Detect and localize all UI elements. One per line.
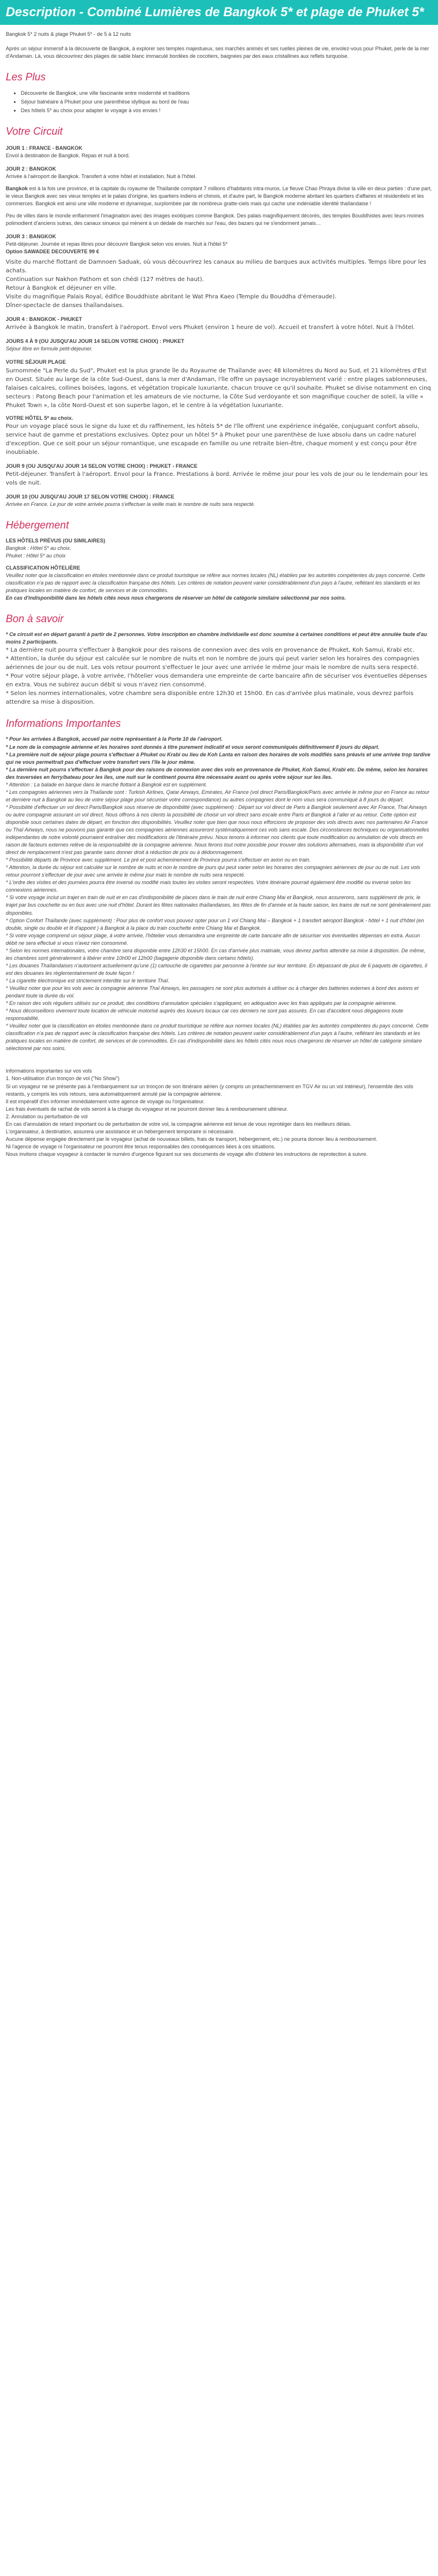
flight-info-line: Aucune dépense engagée directement par le voyageur (achat de nouveaux billets, frais de transport, hébergement, etc.) ne pourra donner lieu à remboursement.	[6, 1136, 377, 1142]
list-item: • Séjour balnéaire à Phuket pour une parenthèse idyllique au bord de l'eau	[21, 98, 432, 106]
flights-info-list	[6, 1075, 432, 1158]
lodging-heading: Hébergement	[6, 519, 69, 531]
day-text	[6, 185, 432, 208]
important-line: * Si votre voyage inclut un trajet en train de nuit et en cas d'indisponibilité de places dans le train de nuit entre Chiang Mai et Bangkok, nous assurerons, sans supplément de prix, le trajet par bus couchette ou en bus avec une nuit d'hôtel. Durant les fêtes nationales thaïlandaises, les fêtes de fin d'année et la haute saison, les trains de nuit ne sont généralement pas disponibles.	[6, 895, 431, 916]
classification-text: Veuillez noter que la classification en étoiles mentionnée dans ce produit touristique se réfère aux normes locales (NL) établies par les autorités compétentes du pays concerné. Cette classification n'a pas de rapport avec la classification française des hôtels. Les critères de notation peuvent varier considérablement d'un pays à l'autre, reflétant les standards et les pratiques locales en matière de confort, de services et de commodités.	[6, 572, 425, 594]
know-bold: * Ce circuit est en départ garanti à partir de 2 personnes. Votre inscription en chambre individuelle est donc soumise à certaines conditions et peut être annulée faute d'au moins 2 participants.	[6, 631, 427, 645]
important-line: * Les compagnies aériennes vers la Thaïlande sont : Turkish Airlines, Qatar Airways, Emirates, Air France (vol direct Paris/Bangkok/Paris avec arrivée le même jour en France au retour et dernière nuit à Bangkok au lieu de votre séjour plage pour sécuriser votre correspondance) ou autres compagnies dont le nom vous sera communiqué à 8 jours du départ.	[6, 789, 430, 803]
plus-heading: Les Plus	[6, 71, 46, 83]
day-title: JOUR 4 : BANGKOK - PHUKET	[6, 316, 83, 323]
comic-text: Pour un voyage placé sous le signe du luxe et du raffinement, les hôtels 5* de l'île offrent une expérience inégalée, conjuguant confort absolu, service haut de gamme et prestations exclusives. Optez pour un hôtel 5* à Phuket pour une parenthèse de luxe absolu dans un cadre naturel d'exception. Que ce soit pour un séjour romantique, une escapade en famille ou une retraite bien-être, chaque moment y est conçu pour être inoubliable.	[6, 423, 420, 456]
day-text: Arrivée à l'aéroport de Bangkok. Transfert à votre hôtel et installation. Nuit à l'hôtel.	[6, 173, 197, 179]
comic-text: Dîner-spectacle de danses thaïlandaises.	[6, 302, 124, 309]
important-line: * La cigarette électronique est strictement interdite sur le territoire Thaï.	[6, 977, 170, 984]
classification-note: En cas d'indisponibilité dans les hôtels cités nous nous chargerons de réserver un hôtel de catégorie similaire sélectionné par nos soins.	[6, 595, 346, 601]
comic-text: * La dernière nuit pourra s'effectuer à Bangkok pour des raisons de connexion avec des vols en provenance de Phuket, Koh Samui, Krabi etc.	[6, 647, 415, 654]
comic-text: Arrivée à Bangkok le matin, transfert à l'aéroport. Envol vers Phuket (environ 1 heure de vol). Accueil et transfert à votre hôtel. Nuit à l'hôtel.	[6, 324, 415, 331]
flight-info-line: Nous invitons chaque voyageur à contacter le numéro d'urgence figurant sur ses documents de voyage afin d'obtenir les instructions de reprotection à suivre.	[6, 1151, 368, 1157]
hotel-phuket: Phuket : Hôtel 5* au choix	[6, 552, 66, 559]
important-line: * Si votre voyage comprend un séjour plage, à votre arrivée, l'hôtelier vous demandera une empreinte de carte bancaire afin de sécuriser vos éventuelles dépenses en extra. Aucun débit ne sera effectué si vous n'avez rien consommé.	[6, 932, 420, 946]
content	[0, 31, 438, 1158]
comic-text: Retour à Bangkok et déjeuner en ville.	[6, 285, 117, 292]
important-line: * Le nom de la compagnie aérienne et les horaires sont donnés à titre purement indicatif et vous seront communiqués définitivement 8 jours du départ.	[6, 744, 380, 750]
important-line: * La première nuit de séjour plage pourra s'effectuer à Phuket ou Krabi ou lieu de Koh Lanta en raison des horaires de vols modifiés sans préavis et une arrivée trop tardive qui ne vous permettrait pas d'effectuer votre transfert vers l'île le jour même.	[6, 751, 430, 765]
hotels-title: LES HÔTELS PRÉVUS (OU SIMILAIRES)	[6, 537, 106, 544]
page-title: Description - Combiné Lumières de Bangkok 5* et plage de Phuket 5*	[0, 0, 438, 25]
day-text: Séjour libre en formule petit-déjeuner.	[6, 346, 93, 352]
flight-info-line: En cas d'annulation de retard important ou de perturbation de votre vol, la compagnie aérienne est tenue de vous reprotéger dans les meilleurs délais.	[6, 1121, 352, 1127]
comic-text: Surnommée "La Perle du Sud", Phuket est la plus grande île du Royaume de Thaïlande avec 48 kilomètres du Nord au Sud, et 21 kilomètres d'Est en Ouest. Située au large de la côte Sud-Ouest, dans la mer d'Andaman, l'île offre un paysage incroyablement varié : entre plages sablonneuses, falaises calcaires, collines boisées, lagons, et végétation tropicale luxuriante, chacun trouve ce qu'il souhaite. Phuket se divise notamment en cinq secteurs : Patong Beach pour l'animation et les amateurs de vie nocturne, la Côte Sud verdoyante et son magnifique coucher de soleil, la ville « Phuket Town », la côte Nord-Ouest et son superbe lagon, et le centre à la végétation luxuriante.	[6, 367, 431, 409]
day-title: JOUR 2 : BANGKOK	[6, 165, 57, 172]
flights-title: Informations importantes sur vos vols	[6, 1068, 92, 1074]
important-line: * En raison des vols réguliers utilisés sur ce produit, des conditions d'annulation spéciales s'appliquent, en adéquation avec les frais appliqués par la compagnie aérienne.	[6, 1000, 397, 1007]
day-title: VOTRE SÉJOUR PLAGE	[6, 359, 66, 365]
flight-info-line: 2. Annulation ou perturbation de vol	[6, 1113, 88, 1119]
list-item: • Des hôtels 5* au choix pour adapter le voyage à vos envies !	[21, 107, 432, 114]
day-title: JOURS 4 À 9 (OU JUSQU'AU JOUR 14 SELON VOTRE CHOIX) : PHUKET	[6, 338, 184, 345]
important-line: * Possibilité départs de Province avec supplément. Le pré et post acheminement de Province pourra s'effectuer en avion ou en train.	[6, 857, 311, 863]
important-line: * Pour les arrivées à Bangkok, accueil par notre représentant à la Porte 10 de l'aéroport.	[6, 736, 223, 742]
important-line: * Selon les normes internationales, votre chambre sera disponible entre 12h30 et 15h00. En cas d'arrivée plus matinale, vous devrez parfois attendre sa mise à disposition. De même, les chambres sont généralement à libérer entre 10h00 et 12h00 (bagagerie disponible dans certains hôtels).	[6, 947, 426, 961]
bold-term: Bangkok	[6, 185, 28, 191]
day-title: JOUR 3 : BANGKOK	[6, 234, 57, 240]
important-line: * Possibilité d'effectuer un vol direct Paris/Bangkok sous réserve de disponibilité (avec supplément) : Départ sur vol direct de Paris à Bangkok seulement avec Air France, Thai Airways ou autre compagnie assurant un vol direct. Nous offrons à nos clients la possibilité de choisir un vol direct sans escale entre Paris et Bangkok à l'aller et au retour. Cette option est disponible sous certaines dates de départ, en fonction des disponibilités. Veuillez noter que bien que nous nous efforcions de proposer des vols directs avec nos partenaires Air France ou Thaï Airways, nous ne pouvons pas garantir que ces compagnies aériennes assureront systématiquement ces vols sans escale. Des circonstances techniques ou organisationnelles indépendantes de notre volonté pourraient entraîner des modifications de l'itinéraire prévu. Nous tenons à informer nos clients que toute modification ou annulation de vols directs en raison de facteurs externes relève de la responsabilité de la compagnie aérienne. Nous ferons tout notre possible pour trouver des solutions alternatives, mais la disponibilité d'un vol direct de remplacement n'est pas garantie sans donner droit à réduction de prix ou à dédommagement.	[6, 804, 429, 856]
comic-text: Continuation sur Nakhon Pathom et son chédi (127 mètres de haut).	[6, 276, 204, 283]
day-title: JOUR 1 : FRANCE - BANGKOK	[6, 145, 83, 151]
classification-title: CLASSIFICATION HÔTELIÈRE	[6, 564, 80, 571]
day-text: Petit-déjeuner. Journée et repas libres pour découvrir Bangkok selon vos envies. Nuit à l'hôtel 5*	[6, 241, 228, 247]
comic-text: * Selon les normes internationales, votre chambre sera disponible entre 12h30 et 15h00. En cas d'arrivée plus matinale, vous devrez parfois attendre sa mise à disposition.	[6, 690, 414, 706]
important-line: * Les douanes Thaïlandaises n'autorisent actuellement qu'une (1) cartouche de cigarettes par personne à l'entrée sur leur territoire. En dépassant de plus de 6 paquets de cigarettes, il est des douanes les règlementairement de toute façon !	[6, 962, 428, 976]
important-line: * Attention, la durée du séjour est calculée sur le nombre de nuits et non le nombre de jours qui peut varier selon les horaires des compagnies aériennes de jour ou de nuit. Les vols retour pourront s'effectuer de jour avec une arrivée le même jour mais le nombre de nuits sera respecté.	[6, 864, 421, 878]
important-heading: Informations Importantes	[6, 718, 121, 730]
intro-text: Après un séjour immersif à la découverte de Bangkok, à explorer ses temples majestueux, ses marchés animés et ses ruelles pleines de vie, envolez-vous pour Phuket, perle de la mer d'Andaman. Là, vous découvrirez des plages de sable blanc immaculé bordées de cocotiers, baignées par des eaux cristallines aux reflets turquoise.	[6, 46, 429, 60]
plus-list	[6, 90, 432, 114]
important-line: * L'ordre des visites et des journées pourra être inversé ou modifié mais toutes les visites seront respectées. Votre itinéraire pourrait également être modifié ou inversé selon les connexions aériennes.	[6, 879, 411, 893]
flight-info-line: Si un voyageur ne se présente pas à l'embarquement sur un tronçon de son itinéraire aérien (y compris un préacheminement en TGV Air ou un vol intérieur), l'ensemble des vols restants, y compris les vols retours, sera automatiquement annulé par la compagnie aérienne.	[6, 1083, 414, 1097]
circuit-heading: Votre Circuit	[6, 125, 63, 137]
list-item: • Découverte de Bangkok, une ville fascinante entre modernité et traditions	[21, 90, 432, 97]
subtitle: Bangkok 5* 2 nuits & plage Phuket 5* - de 5 à 12 nuits	[6, 31, 131, 38]
flight-info-line: Ni l'agence de voyage ni l'organisateur ne pourront être tenus responsables des conséquences liées à ces situations.	[6, 1143, 276, 1150]
page	[0, 0, 438, 1170]
day-title: JOUR 9 (OU JUSQU'AU JOUR 14 SELON VOTRE CHOIX) : PHUKET - FRANCE	[6, 463, 198, 469]
important-line: * Option Confort Thaïlande (avec supplément) : Pour plus de confort vous pouvez opter pour un 1 vol Chiang Mai – Bangkok + 1 transfert aéroport Bangkok - hôtel + 1 nuit d'hôtel (en double, single ou double et lit d'appoint ) à Bangkok à la place du train couchette entre Chiang Mai et Bangkok.	[6, 917, 424, 931]
flight-info-line: Les frais éventuels de rachat de vols seront à la charge du voyageur et ne pourront donner lieu à remboursement ultérieur.	[6, 1106, 288, 1112]
comic-text: * Pour votre séjour plage, à votre arrivée, l'hôtelier vous demandera une empreinte de carte bancaire afin de sécuriser vos éventuelles dépenses en extra. Vous ne subirez aucun débit si vous n'avez rien consommé.	[6, 673, 427, 689]
day-text: Arrivée en France. Le jour de votre arrivée pourra s'effectuer la veille mais le nombre de nuits sera respecté.	[6, 501, 255, 507]
important-line: * La dernière nuit pourra s'effectuer à Bangkok pour des raisons de connexion avec des vols en provenance de Phuket, Koh Samui, Krabi etc. De même, selon les horaires des traversées en ferry/bateau pour les îles, une nuit sur le continent pourra être nécessaire avant ou après votre séjour sur les îles.	[6, 766, 428, 780]
comic-text: Visite du magnifique Palais Royal, édifice Bouddhiste abritant le Wat Phra Kaeo (Temple du Bouddha d'émeraude).	[6, 294, 337, 301]
hotel-title: VOTRE HÔTEL 5* au choix.	[6, 415, 73, 421]
flight-info-line: L'organisateur, à destination, assurera une assistance et un hébergement temporaire si nécessaire.	[6, 1128, 235, 1134]
day-text-cont: est à la fois une province, et la capitale du royaume de Thaïlande comptant 7 millions d'habitants intra-muros. Le fleuve Chao Phraya divise la ville en deux parties : d'une part, le vieux Bangkok avec ses vieux temples et le palais d'origine, les quartiers indiens et chinois, et d'autre part, le Bangkok moderne abritant les quartiers d'affaires et résidentiels et les commerces. Bangkok est ainsi une ville moderne et dynamique, surplombée par de nombreux gratte-ciels mais qui cache une indéniable identité thaïlandaise !	[6, 185, 432, 207]
day-text: Envol à destination de Bangkok. Repas et nuit à bord.	[6, 152, 130, 158]
comic-text: Visite du marché flottant de Damnoen Saduak, où vous découvrirez les canaux au milieu de barques aux activités multiples. Temps libre pour les achats.	[6, 259, 426, 275]
flight-info-line: Il est impératif d'en informer immédiatement votre agence de voyage ou l'organisateur.	[6, 1098, 205, 1104]
flight-info-line: 1. Non-utilisation d'un tronçon de vol ("No Show")	[6, 1076, 120, 1082]
know-heading: Bon à savoir	[6, 613, 64, 625]
important-line: * Nous déconseillons vivement toute location de véhicule motorisé auprès des loueurs locaux car ces derniers ne sont pas assurés. En cas d'accident nous dégageons toute responsabilité.	[6, 1008, 403, 1022]
spacer	[6, 1052, 432, 1067]
comic-text: * Attention, la durée du séjour est calculée sur le nombre de nuits et non le nombre de jours qui peut varier selon les horaires des compagnies aériennes de jour ou de nuit. Les vols retour pourront s'effectuer le jour avec une arrivée le même jour mais le nombre de nuits sera respecté.	[6, 656, 420, 671]
important-line: * Veuillez noter que la classification en étoiles mentionnée dans ce produit touristique se réfère aux normes locales (NL) établies par les autorités compétentes du pays concerné. Cette classification n'a pas de rapport avec la classification française des hôtels. Les critères de notation peuvent varier considérablement d'un pays à l'autre, reflétant les standards et les pratiques locales en matière de confort, de services et de commodités. En cas d'indisponibilité dans les hôtels cités nous nous chargerons de réserver un hôtel de catégorie similaire sélectionné par nos soins.	[6, 1023, 429, 1052]
important-list	[6, 736, 432, 1052]
option-title: Option SAWADEE DECOUVERTE 99 €	[6, 249, 99, 255]
hotel-bangkok: Bangkok : Hôtel 5* au choix.	[6, 545, 72, 551]
important-line: * Veuillez noter que pour les vols avec la compagnie aérienne Thaï Airways, les passagers ne sont plus autorisés à utiliser ou à charger des batteries externes à bord des avions et pendant toute la durée du vol.	[6, 985, 419, 999]
comic-text: Petit-déjeuner. Transfert à l'aéroport. Envol pour la France. Prestations à bord. Arrivée le même jour pour les vols de jour ou le lendemain pour les vols de nuit.	[6, 471, 428, 486]
day-title: JOUR 10 (OU JUSQU'AU JOUR 17 SELON VOTRE CHOIX) : FRANCE	[6, 493, 175, 500]
important-line: * Attention : La balade en barque dans le marché flottant à Bangkok est en supplément.	[6, 781, 207, 788]
day-text: Peu de villes dans le monde enflamment l'imagination avec des images exotiques comme Bangkok. Des palais magnifiquement décorés, des temples Bouddhistes avec leurs moines polimodient d'anciens sutras, des canaux sinueux qui mènent à un dédale de marchés sur l'eau, des bazars qui ne s'endorment jamais…	[6, 213, 424, 227]
